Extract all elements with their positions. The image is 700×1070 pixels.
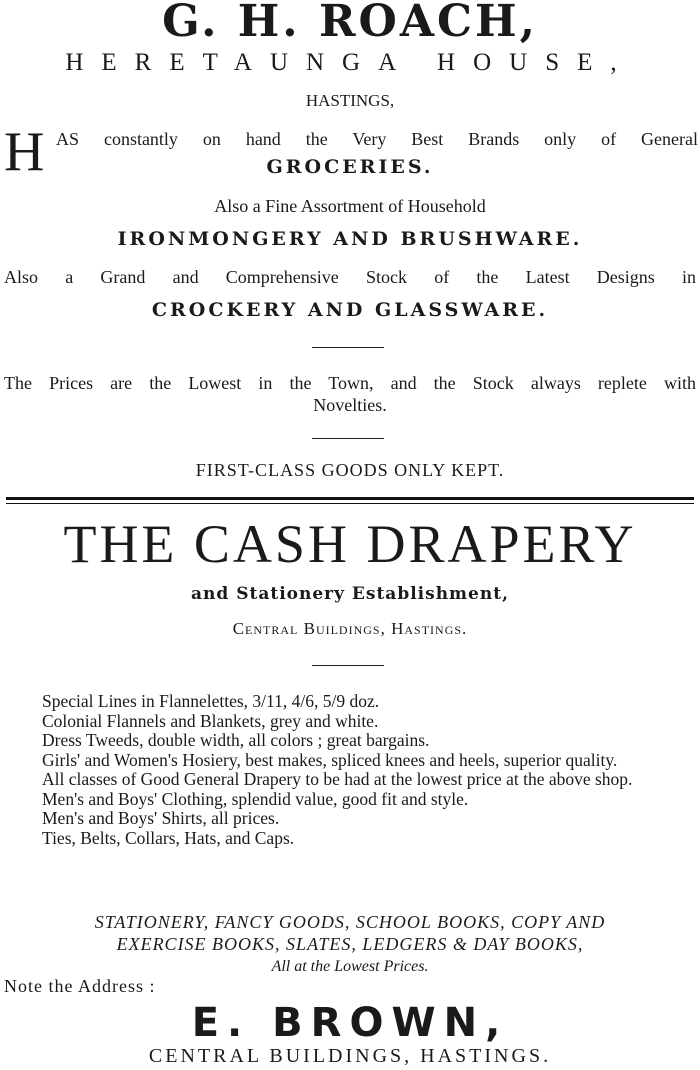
section-divider-thick	[6, 497, 694, 500]
drapery-item-list	[42, 692, 697, 848]
roach-crockery: CROCKERY AND GLASSWARE.	[151, 299, 549, 321]
roach-also2: Also a Grand and Comprehensive Stock of the Latest Designs in	[4, 267, 696, 287]
stationery-line2: EXERCISE BOOKS, SLATES, LEDGERS & DAY BOOKS,	[116, 934, 584, 954]
roach-groceries: GROCERIES.	[266, 156, 434, 178]
list-item: Special Lines in Flannelettes, 3/11, 4/6, 5/9 doz.	[42, 691, 380, 711]
divider-short	[312, 438, 384, 439]
divider-short	[312, 347, 384, 348]
roach-first-class: FIRST-CLASS GOODS ONLY KEPT.	[195, 460, 505, 480]
roach-prices-line1: The Prices are the Lowest in the Town, and the Stock always replete with	[4, 373, 696, 393]
roach-prices-line2: Novelties.	[313, 395, 387, 415]
footer-address: CENTRAL BUILDINGS, HASTINGS.	[148, 1045, 552, 1067]
drop-cap: H	[4, 121, 45, 183]
section-divider-thin	[6, 503, 694, 504]
list-item: Men's and Boys' Clothing, splendid value, good fit and style.	[42, 788, 469, 809]
stationery-line1: STATIONERY, FANCY GOODS, SCHOOL BOOKS, COPY AND	[94, 912, 606, 932]
roach-town: HASTINGS,	[305, 91, 395, 110]
list-item: Girls' and Women's Hosiery, best makes, spliced knees and heels, superior quality.	[42, 749, 618, 770]
divider-short	[312, 665, 384, 666]
roach-line1: AS constantly on hand the Very Best Brands only of General	[56, 129, 698, 149]
drapery-subtitle: and Stationery Establishment,	[191, 584, 509, 604]
list-item: All classes of Good General Drapery to be had at the lowest price at the above shop.	[42, 769, 633, 789]
roach-also1: Also a Fine Assortment of Household	[214, 196, 486, 216]
list-item: Dress Tweeds, double width, all colors ; great bargains.	[42, 730, 430, 750]
note-address: Note the Address :	[4, 976, 156, 996]
list-item: Colonial Flannels and Blankets, grey and white.	[42, 710, 379, 731]
roach-name: G. H. ROACH,	[162, 0, 538, 47]
drapery-title: THE CASH DRAPERY	[63, 514, 637, 574]
drapery-address: Central Buildings, Hastings.	[232, 619, 468, 638]
stationery-line3: All at the Lowest Prices.	[271, 958, 429, 975]
roach-ironmongery: IRONMONGERY AND BRUSHWARE.	[117, 228, 583, 250]
list-item: Men's and Boys' Shirts, all prices.	[42, 808, 280, 828]
roach-house: HERETAUNGA HOUSE,	[65, 49, 635, 76]
list-item: Ties, Belts, Collars, Hats, and Caps.	[42, 827, 295, 848]
proprietor-name: E. BROWN,	[191, 1000, 509, 1046]
